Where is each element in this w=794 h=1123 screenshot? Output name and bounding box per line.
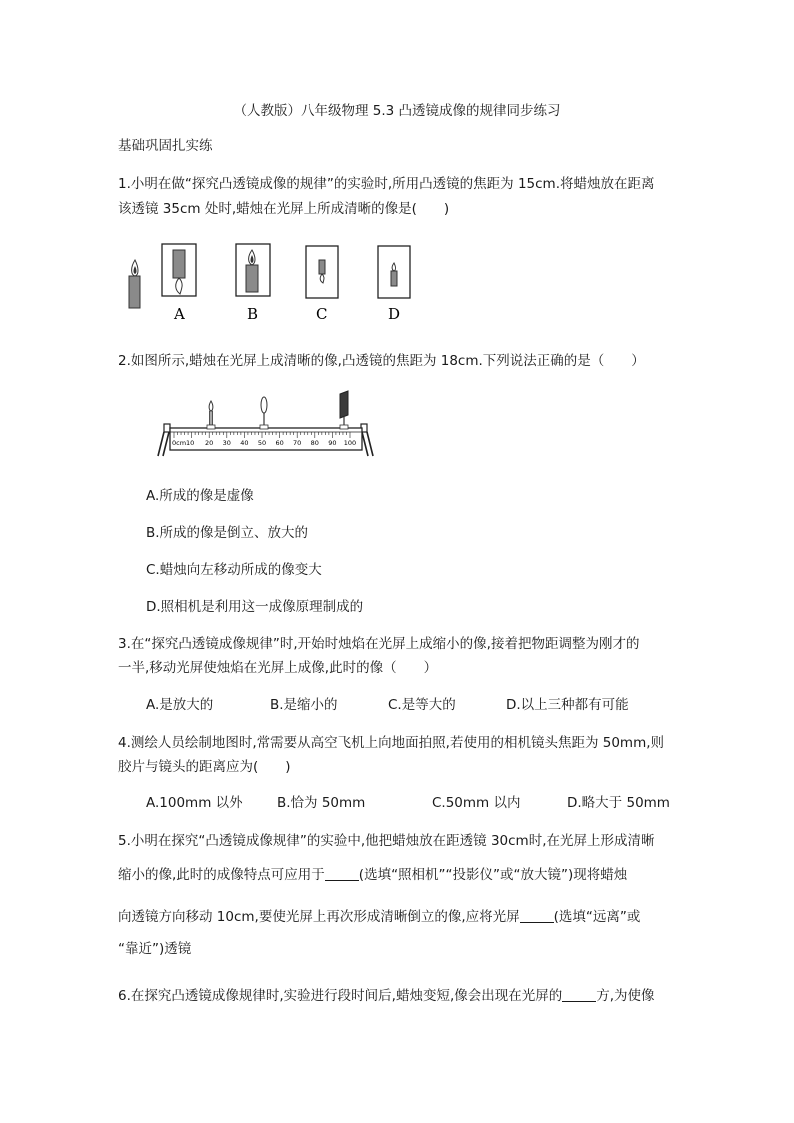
ruler-label: 60 — [275, 439, 284, 447]
q5-line2-start: 缩小的像,此时的成像特点可应用于 — [118, 867, 325, 883]
label-a: A — [174, 305, 185, 323]
label-d: D — [388, 305, 401, 323]
q5-line2 — [118, 865, 627, 885]
q2-option-d: D.照相机是利用这一成像原理制成的 — [146, 599, 364, 615]
option-c-image — [306, 246, 338, 298]
q6-line1-start: 6.在探究凸透镜成像规律时,实验进行段时间后,蜡烛变短,像会出现在光屏的 — [118, 988, 563, 1004]
q4-option-b: B.恰为 50mm — [277, 795, 366, 811]
q3-line1: 3.在“探究凸透镜成像规律”时,开始时烛焰在光屏上成缩小的像,接着把物距调整为刚才的 — [118, 636, 640, 652]
q5-blank-2[interactable] — [520, 908, 554, 923]
q4-option-a: A.100mm 以外 — [146, 795, 243, 811]
label-b: B — [247, 305, 259, 323]
q5-blank-1[interactable] — [325, 866, 359, 881]
q5-line4: “靠近”)透镜 — [118, 941, 192, 957]
q3-option-d: D.以上三种都有可能 — [506, 697, 629, 713]
q4-line1: 4.测绘人员绘制地图时,常需要从高空飞机上向地面拍照,若使用的相机镜头焦距为 50mm,则 — [118, 735, 665, 751]
q3-option-a: A.是放大的 — [146, 697, 214, 713]
ruler-label: 70 — [293, 439, 302, 447]
q4-line2: 胶片与镜头的距离应为( ) — [118, 759, 291, 775]
label-c: C — [316, 305, 328, 323]
q1-line1: 1.小明在做“探究凸透镜成像的规律”的实验时,所用凸透镜的焦距为 15cm.将蜡烛放在距离 — [118, 176, 655, 192]
q4-option-c: C.50mm 以内 — [432, 795, 521, 811]
q6-line1-end: 方,为使像 — [596, 988, 655, 1004]
ruler-label: 20 — [205, 439, 214, 447]
ruler-label: 30 — [222, 439, 231, 447]
bench-screen — [340, 391, 348, 429]
ruler-label: 0cm10 — [172, 439, 195, 447]
q3-option-b: B.是缩小的 — [270, 697, 338, 713]
ruler-label: 80 — [310, 439, 319, 447]
q3-option-c: C.是等大的 — [388, 697, 456, 713]
q5-line1: 5.小明在探究“凸透镜成像规律”的实验中,他把蜡烛放在距透镜 30cm时,在光屏上形成清晰 — [118, 833, 655, 849]
ruler-label: 50 — [257, 439, 267, 447]
q4-option-d: D.略大于 50mm — [567, 795, 670, 811]
q5-line3-end: (选填“远离”或 — [553, 909, 641, 925]
q2-option-a: A.所成的像是虚像 — [146, 488, 254, 504]
ruler-label: 90 — [328, 439, 337, 447]
ruler-label: 100 — [343, 439, 357, 447]
q2-optical-bench — [154, 388, 379, 463]
option-a-image — [162, 244, 196, 296]
ruler-label: 40 — [240, 439, 249, 447]
bench-lens — [260, 397, 268, 429]
q3-line2: 一半,移动光屏使烛焰在光屏上成像,此时的像（ ） — [118, 660, 438, 676]
q5-line3-start: 向透镜方向移动 10cm,要使光屏上再次形成清晰倒立的像,应将光屏 — [118, 909, 520, 925]
q5-line2-end: (选填“照相机”“投影仪”或“放大镜”)现将蜡烛 — [358, 867, 628, 883]
q2-option-c: C.蜡烛向左移动所成的像变大 — [146, 562, 322, 578]
option-d-image — [378, 246, 410, 298]
q2-stem: 2.如图所示,蜡烛在光屏上成清晰的像,凸透镜的焦距为 18cm.下列说法正确的是（ ） — [118, 353, 645, 369]
bench-candle — [207, 401, 215, 429]
section-heading: 基础巩固扎实练 — [118, 138, 213, 154]
original-candle — [129, 260, 140, 308]
option-b-image — [236, 244, 270, 296]
q6-blank-1[interactable] — [562, 987, 596, 1002]
q6-line1 — [118, 986, 655, 1006]
q1-line2: 该透镜 35cm 处时,蜡烛在光屏上所成清晰的像是( ) — [118, 201, 450, 217]
q2-option-b: B.所成的像是倒立、放大的 — [146, 525, 309, 541]
q1-figure — [118, 238, 418, 328]
q5-line3 — [118, 907, 640, 927]
page-title: （人教版）八年级物理 5.3 凸透镜成像的规律同步练习 — [233, 103, 561, 119]
